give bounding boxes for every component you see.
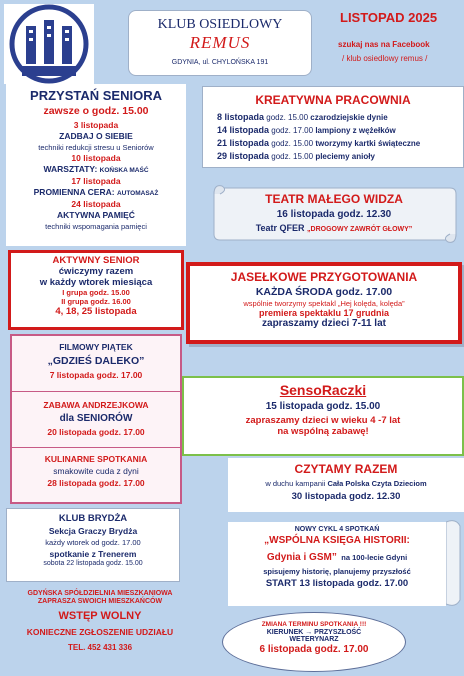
zabawa-for: dla SENIORÓW [59,413,133,424]
footer-line-1: GDYŃSKA SPÓŁDZIELNIA MIESZKANIOWA [27,590,173,597]
senso-title: SensoRaczki [279,382,367,398]
footer-required: KONIECZNE ZGŁOSZENIE UDZIAŁU [26,627,174,637]
jaselka-when: KAŻDA ŚRODA godz. 17.00 [255,286,393,298]
kreatywna-row: 29 listopada godz. 15.00 pleciemy anioły [217,151,375,161]
kulinarne-title: KULINARNE SPOTKANIA [44,454,148,464]
zmiana-line-1: KIERUNEK → PRZYSZŁOŚĆ [266,629,362,636]
przystan-date-3: 17 listopada [71,176,121,186]
przystan-date-2: 10 listopada [71,153,121,163]
gsm-logo [4,4,94,84]
teatr-show: „DROGOWY ZAWRÓT GŁOWY” [307,226,413,233]
footer-block [0,590,200,652]
kreatywna-row: 21 listopada godz. 15.00 tworzymy kartki świąteczne [217,138,421,148]
zabawa-date: 20 listopada godz. 17.00 [47,427,145,437]
aktywny-group-1: I grupa godz. 15.00 [62,288,130,297]
przystan-desc-3: AUTOMASAŻ [116,190,159,197]
facebook-line-1: szukaj nas na Facebook [338,40,430,49]
jaselka-line-3: zapraszamy dzieci 7-11 lat [262,318,386,329]
przystan-seniora-panel [6,84,186,246]
brydz-line-4: sobota 22 listopada godz. 15.00 [43,560,143,567]
senso-date: 15 listopada godz. 15.00 [265,401,381,412]
filmowy-title: FILMOWY PIĄTEK [59,342,133,352]
ksiega-line-2b: na 100-lecie Gdyni [341,553,408,562]
kulinarne-desc: smakowite cuda z dyni [53,466,139,476]
aktywny-dates: 4, 18, 25 listopada [55,306,137,317]
czytamy-razem-panel [228,458,464,512]
kreatywna-row: 14 listopada godz. 17.00 lampiony z wężełków [217,125,396,135]
czytamy-title: CZYTAMY RAZEM [294,462,398,476]
ksiega-title: „WSPÓLNA KSIĘGA HISTORII: [264,535,410,546]
zabawa-title: ZABAWA ANDRZEJKOWA [43,400,149,410]
sensoraczki-panel [182,376,464,456]
aktywny-line-2: w każdy wtorek miesiąca [39,277,153,288]
gsm-logo-icon [4,4,94,84]
ksiega-line-3: spisujemy historię, planujemy przyszłość [263,567,411,576]
czytamy-date: 30 listopada godz. 12.30 [291,491,401,502]
przystan-name-2: WARSZTATY: [43,164,98,174]
brydz-title: KLUB BRYDŻA [58,513,128,524]
filmowy-date: 7 listopada godz. 17.00 [49,370,143,380]
senso-line-2: na wspólną zabawę! [277,426,369,437]
teatr-date: 16 listopada godz. 12.30 [276,209,392,220]
ksiega-line-2a: Gdynia i GSM” [266,552,337,563]
brydz-line-2: każdy wtorek od godz. 17.00 [45,538,141,547]
przystan-time: zawsze o godz. 15.00 [43,105,149,117]
aktywny-title: AKTYWNY SENIOR [52,255,140,266]
teatr-scroll-panel [210,182,458,246]
przystan-date-4: 24 listopada [71,199,121,209]
przystan-desc-4: techniki wspomagania pamięci [45,222,147,231]
przystan-desc-2: KOŃSKA MAŚĆ [99,167,149,174]
klub-brydza-panel [6,508,180,582]
czytamy-campaign: Cała Polska Czyta Dzieciom [327,479,427,488]
kulinarne-date: 28 listopada godz. 17.00 [47,478,145,488]
przystan-desc-1: techniki redukcji stresu u Seniorów [38,143,154,152]
footer-line-2: ZAPRASZA SWOICH MIESZKAŃCÓW [37,598,163,605]
przystan-title: PRZYSTAŃ SENIORA [30,88,162,103]
ksiega-intro: NOWY CYKL 4 SPOTKAŃ [294,526,380,533]
jaselka-title: JASEŁKOWE PRZYGOTOWANIA [230,270,418,284]
kreatywna-pracownia-panel [202,86,464,168]
przystan-name-1: ZADBAJ O SIEBIE [59,131,133,141]
klub-line-2: REMUS [189,33,251,52]
teatr-prefix: Teatr QFER [255,223,305,233]
zmiana-title: ZMIANA TERMINU SPOTKANIA !!! [261,621,367,628]
teatr-title: TEATR MAŁEGO WIDZA [265,192,403,206]
klub-address: GDYNIA, ul. CHYLOŃSKA 191 [171,59,269,66]
events-group-panel [10,334,182,504]
czytamy-pre: w duchu kampanii [265,479,326,488]
footer-entry: WSTĘP WOLNY [58,610,142,622]
aktywny-line-1: ćwiczymy razem [58,266,134,277]
ksiega-historii-panel [228,522,446,606]
ksiega-start: START 13 listopada godz. 17.00 [265,578,409,589]
przystan-name-3: PROMIENNA CERA: [33,187,115,197]
zmiana-line-2: WETERYNARZ [289,636,339,643]
brydz-line-3: spotkanie z Trenerem [49,549,137,559]
klub-line-1: KLUB OSIEDLOWY [157,17,283,32]
facebook-line-2: / klub osiedlowy remus / [342,54,428,63]
brydz-line-1: Sekcja Graczy Brydża [48,526,138,536]
klub-name-box [128,10,312,76]
aktywny-group-2: II grupa godz. 16.00 [61,297,131,306]
kreatywna-title: KREATYWNA PRACOWNIA [255,93,411,107]
footer-phone: TEL. 452 431 336 [67,643,133,652]
aktywny-senior-panel [8,250,184,330]
zmiana-date: 6 listopada godz. 17.00 [259,644,369,655]
month-title: LISTOPAD 2025 [340,10,438,25]
przystan-name-4: AKTYWNA PAMIĘĆ [57,210,135,220]
kreatywna-row: 8 listopada godz. 15.00 czarodziejskie dynie [217,112,388,122]
przystan-date-1: 3 listopada [73,120,119,130]
senso-line-1: zapraszamy dzieci w wieku 4 -7 lat [245,415,401,426]
scroll-edge-icon [446,518,464,608]
filmowy-film: „GDZIEŚ DALEKO” [47,355,145,367]
zmiana-terminu-oval [222,612,406,672]
jaselka-line-1: wspólnie tworzymy spektakl „Hej kolęda, kolęda” [243,299,405,308]
jaselka-line-2: premiera spektaklu 17 grudnia [258,308,390,318]
jaselka-panel [186,262,462,344]
